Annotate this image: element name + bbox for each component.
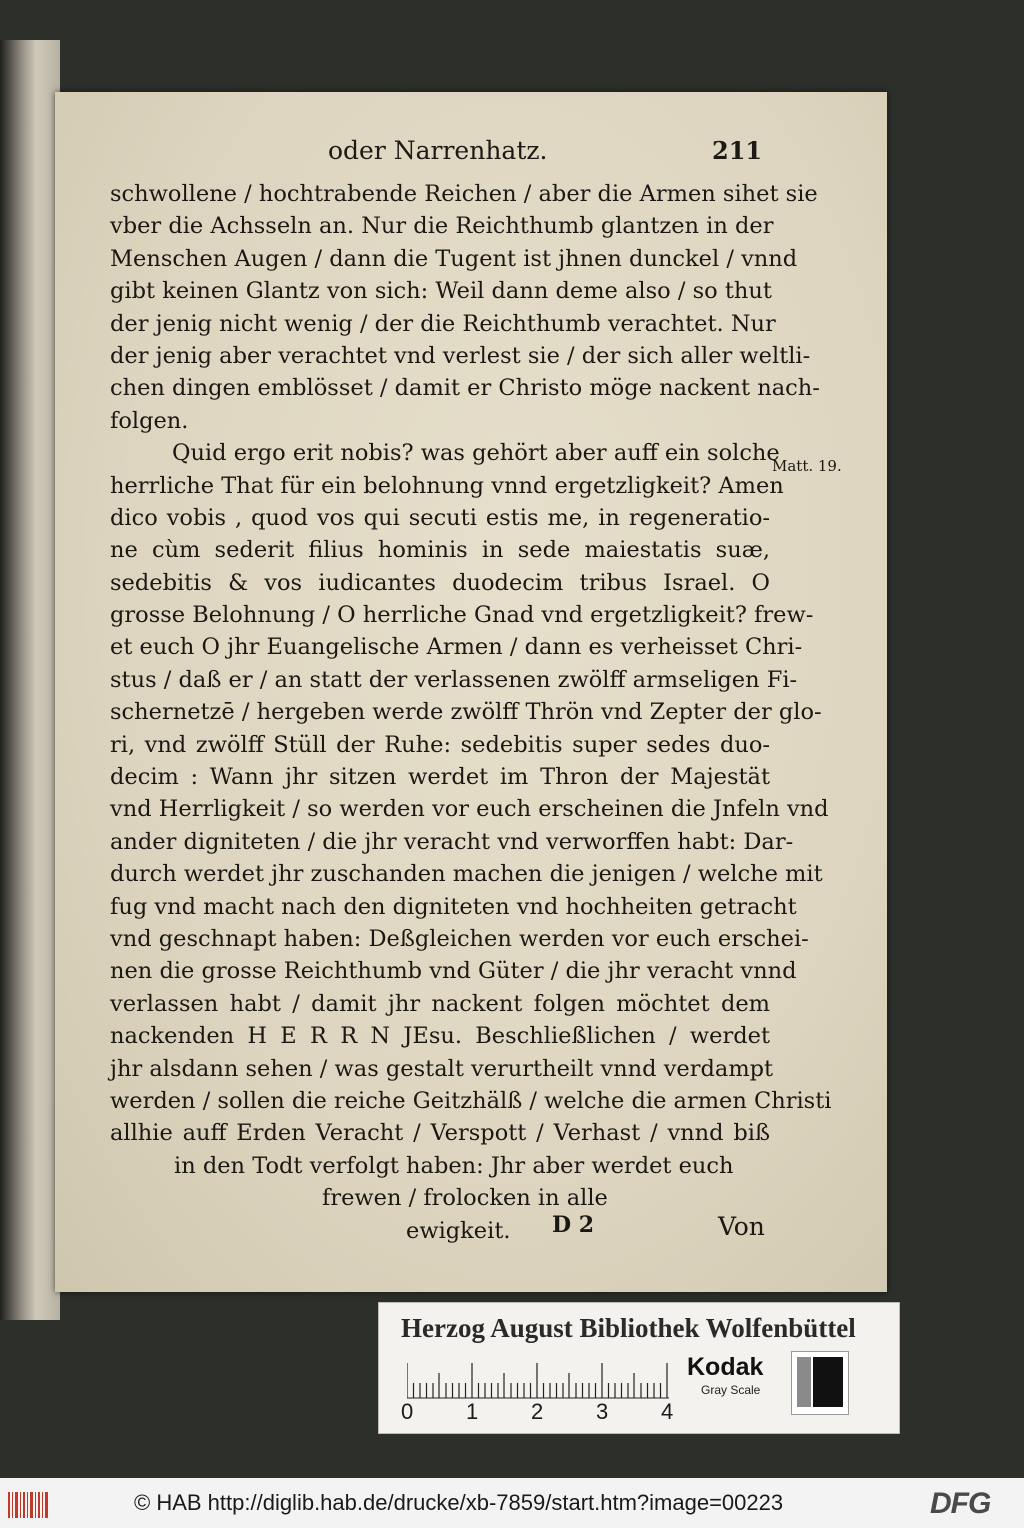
catchword: Von <box>718 1212 765 1241</box>
text-line: vnd geschnapt haben: Deßgleichen werden vor euch erschei- <box>110 925 809 952</box>
text-line: chen dingen emblösset / damit er Christo möge nackent nach- <box>110 375 820 402</box>
page-number: 211 <box>712 136 763 165</box>
text-line: ne cùm sederit filius hominis in sede maiestatis suæ, <box>110 537 770 564</box>
ruler-label: 0 <box>401 1399 414 1424</box>
text-line: nackenden H E R R N JEsu. Beschließlichen / werdet <box>110 1023 770 1050</box>
text-line: in den Todt verfolgt haben: Jhr aber werdet euch <box>174 1152 734 1179</box>
text-line: der jenig aber verachtet vnd verlest sie / der sich aller weltli- <box>110 342 811 369</box>
gray-swatch-black <box>813 1357 843 1407</box>
book-fore-edge <box>0 40 60 1320</box>
ruler-label: 1 <box>466 1399 479 1424</box>
text-line: schwollene / hochtrabende Reichen / aber die Armen sihet sie <box>110 181 818 207</box>
dfg-logo: DFG <box>930 1487 991 1520</box>
text-line: jhr alsdann sehen / was gestalt verurtheilt vnnd verdampt <box>110 1055 774 1082</box>
viewer-footer <box>0 1478 1024 1528</box>
ruler-ticks <box>407 1363 669 1399</box>
ruler <box>407 1363 669 1399</box>
text-line: fug vnd macht nach den digniteten vnd hochheiten getracht <box>110 893 797 920</box>
text-line: durch werdet jhr zuschanden machen die jenigen / welche mit <box>110 861 823 888</box>
text-line: vber die Achsseln an. Nur die Reichthumb glantzen in der <box>110 213 774 240</box>
text-line: der jenig nicht wenig / der die Reichthumb verachtet. Nur <box>110 310 776 337</box>
text-line: grosse Belohnung / O herrliche Gnad vnd ergetzligkeit? frew- <box>110 602 814 629</box>
text-line: sedebitis & vos iudicantes duodecim tribus Israel. O <box>110 569 770 596</box>
text-line: gibt keinen Glantz von sich: Weil dann deme also / so thut <box>110 278 772 305</box>
color-card <box>378 1302 900 1434</box>
text-line: ewigkeit. <box>406 1217 511 1244</box>
text-line: ander digniteten / die jhr veracht vnd verworffen habt: Dar- <box>110 828 794 855</box>
running-head: oder Narrenhatz. <box>328 136 548 165</box>
text-line: folgen. <box>110 407 189 434</box>
text-line: allhie auff Erden Veracht / Verspott / Verhast / vnnd biß <box>110 1120 770 1147</box>
text-line: Quid ergo erit nobis? was gehört aber auff ein solche <box>172 440 780 467</box>
text-line: stus / daß er / an statt der verlassenen zwölff armseligen Fi- <box>110 666 798 693</box>
ruler-label: 4 <box>661 1399 674 1424</box>
text-line: ri, vnd zwölff Stüll der Ruhe: sedebitis super sedes duo- <box>110 731 770 758</box>
text-line: herrliche That für ein belohnung vnnd ergetzligkeit? Amen <box>110 472 784 499</box>
copyright-link[interactable]: © HAB http://diglib.hab.de/drucke/xb-7859/start.htm?image=00223 <box>134 1490 784 1515</box>
gray-swatch-mid <box>797 1357 811 1407</box>
text-line: Menschen Augen / dann die Tugent ist jhnen dunckel / vnnd <box>110 245 798 272</box>
gray-scale-label: Gray Scale <box>701 1383 761 1397</box>
signature-mark: D 2 <box>552 1212 595 1238</box>
barcode-icon <box>8 1492 50 1518</box>
margin-note: Matt. 19. <box>772 457 842 475</box>
text-line: decim : Wann jhr sitzen werdet im Thron der Majestät <box>110 764 770 791</box>
text-line: nen die grosse Reichthumb vnd Güter / die jhr veracht vnnd <box>110 958 797 985</box>
page-footer-line <box>0 1212 1024 1244</box>
text-line: vnd Herrligkeit / so werden vor euch erscheinen die Jnfeln vnd <box>110 796 829 823</box>
text-line: werden / sollen die reiche Geitzhälß / welche die armen Christi <box>110 1087 832 1114</box>
text-line: verlassen habt / damit jhr nackent folgen möchtet dem <box>110 990 770 1017</box>
text-line: et euch O jhr Euangelische Armen / dann es verheisset Chri- <box>110 634 803 661</box>
page-header <box>0 136 1024 176</box>
library-name: Herzog August Bibliothek Wolfenbüttel <box>401 1313 856 1343</box>
text-line: schernetzē / hergeben werde zwölff Thrön vnd Zepter der glo- <box>110 699 822 726</box>
text-line: frewen / frolocken in alle <box>322 1185 608 1212</box>
text-line: dico vobis , quod vos qui secuti estis me, in regeneratio- <box>110 504 770 531</box>
kodak-brand: Kodak <box>687 1353 764 1381</box>
ruler-label: 3 <box>596 1399 609 1424</box>
ruler-label: 2 <box>531 1399 544 1424</box>
